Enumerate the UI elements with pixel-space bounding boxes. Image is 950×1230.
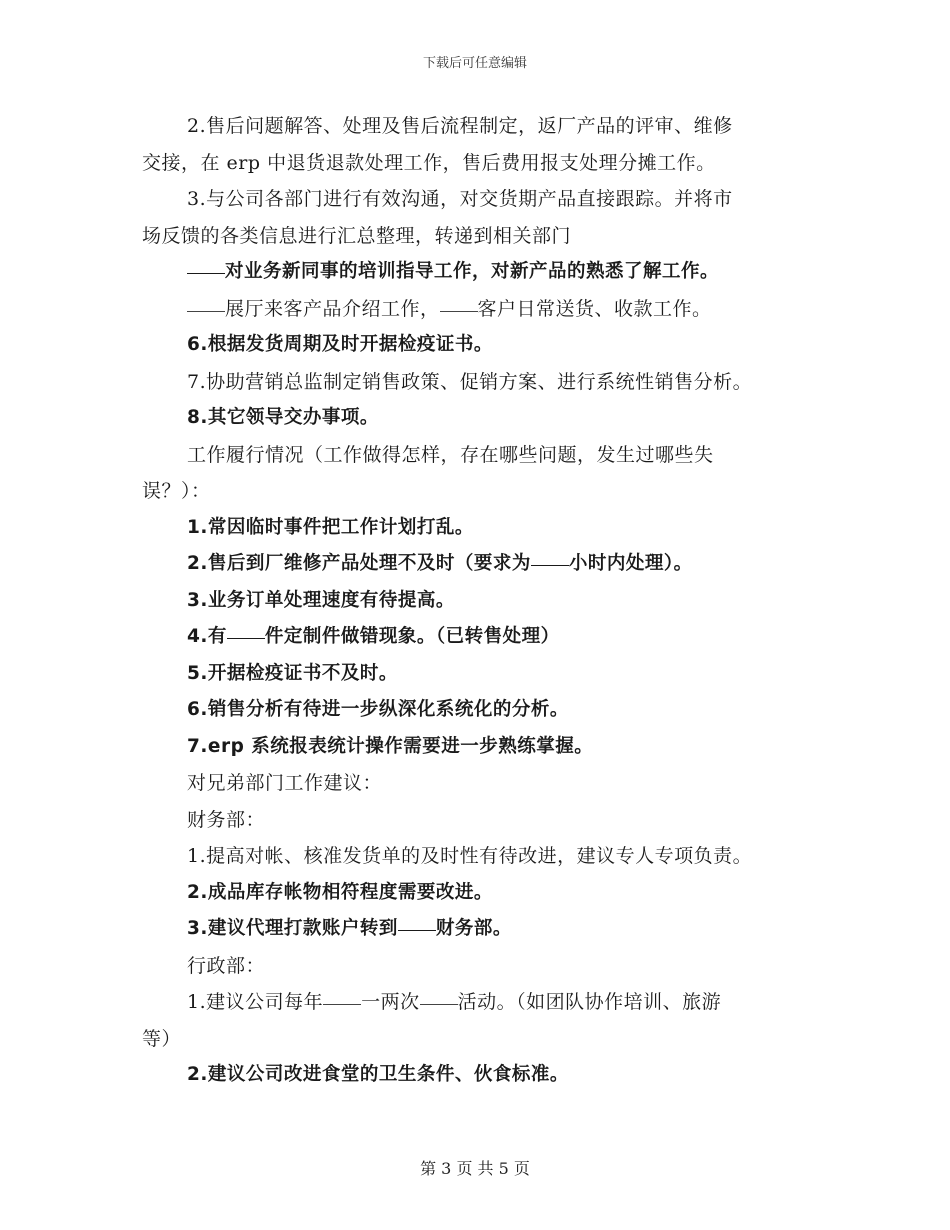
line-text: 活动。（如团队协作培训、旅游 xyxy=(457,991,722,1013)
line-text: 对业务新同事的培训指导工作，对新产品的熟悉了解工作。 xyxy=(225,261,720,282)
paragraph-line: 对兄弟部门工作建议： xyxy=(187,772,383,794)
paragraph-line xyxy=(142,619,812,656)
page-header: 下载后可任意编辑 xyxy=(422,56,527,71)
paragraph-line: 2.建议公司改进食堂的卫生条件、伙食标准。 xyxy=(187,1064,569,1085)
line-text: 2.售后到厂维修产品处理不及时（要求为 xyxy=(187,553,531,574)
line-text: 件定制件做错现象。（已转售处理） xyxy=(264,626,560,647)
fill-in-blank xyxy=(187,311,225,312)
paragraph-line: 行政部： xyxy=(187,954,266,977)
paragraph-line: 1.提高对帐、核准发货单的及时性有待改进，建议专人专项负责。 xyxy=(187,845,753,867)
paragraph-line xyxy=(142,911,812,948)
paragraph-line: 场反馈的各类信息进行汇总整理，转递到相关部门 xyxy=(142,224,572,247)
paragraph-line: 1.常因临时事件把工作计划打乱。 xyxy=(187,516,474,538)
paragraph-line: 工作履行情况（工作做得怎样，存在哪些问题，发生过哪些失 xyxy=(187,443,714,466)
fill-in-blank xyxy=(398,930,436,931)
line-text: 4.有 xyxy=(187,626,227,647)
line-text: 3.建议代理打款账户转到 xyxy=(187,918,398,939)
paragraph-line: 交接，在 erp 中退货退款处理工作，售后费用报支处理分摊工作。 xyxy=(142,151,716,174)
paragraph-line: 3.业务订单处理速度有待提高。 xyxy=(187,589,455,611)
paragraph-line xyxy=(142,984,812,1021)
line-text: 客户日常送货、收款工作。 xyxy=(477,297,712,320)
page-footer: 第 3 页 共 5 页 xyxy=(420,1159,530,1178)
paragraph-line: 财务部： xyxy=(187,808,266,831)
paragraph-line: 8.其它领导交办事项。 xyxy=(187,407,379,428)
line-text: 展厅来客产品介绍工作， xyxy=(225,297,440,320)
paragraph-line xyxy=(142,546,812,583)
paragraph-line: 6.销售分析有待进一步纵深化系统化的分析。 xyxy=(187,699,569,720)
fill-in-blank xyxy=(187,273,225,274)
fill-in-blank xyxy=(227,638,265,639)
fill-in-blank xyxy=(440,311,478,312)
fill-in-blank xyxy=(323,1004,361,1005)
fill-in-blank xyxy=(531,565,569,566)
paragraph-line xyxy=(142,254,812,291)
paragraph-line: 误？）： xyxy=(142,480,211,502)
paragraph-line: 7.erp 系统报表统计操作需要进一步熟练掌握。 xyxy=(187,735,594,757)
paragraph-line: 等） xyxy=(142,1027,182,1050)
line-text: 1.建议公司每年 xyxy=(187,991,324,1013)
paragraph-line: 6.根据发货周期及时开据检疫证书。 xyxy=(187,334,493,355)
paragraph-line: 5.开据检疫证书不及时。 xyxy=(187,662,398,684)
line-text: 财务部。 xyxy=(435,918,512,939)
paragraph-line: 2.售后问题解答、处理及售后流程制定，返厂产品的评审、维修 xyxy=(187,115,733,137)
paragraph-line: 3.与公司各部门进行有效沟通，对交货期产品直接跟踪。并将市 xyxy=(187,188,733,210)
paragraph-line: 7.协助营销总监制定销售政策、促销方案、进行系统性销售分析。 xyxy=(187,370,753,393)
fill-in-blank xyxy=(420,1004,458,1005)
paragraph-line xyxy=(142,291,812,328)
paragraph-line: 2.成品库存帐物相符程度需要改进。 xyxy=(187,881,493,903)
line-text: 一两次 xyxy=(361,991,420,1013)
document-body xyxy=(142,108,812,1094)
line-text: 小时内处理）。 xyxy=(568,553,693,574)
